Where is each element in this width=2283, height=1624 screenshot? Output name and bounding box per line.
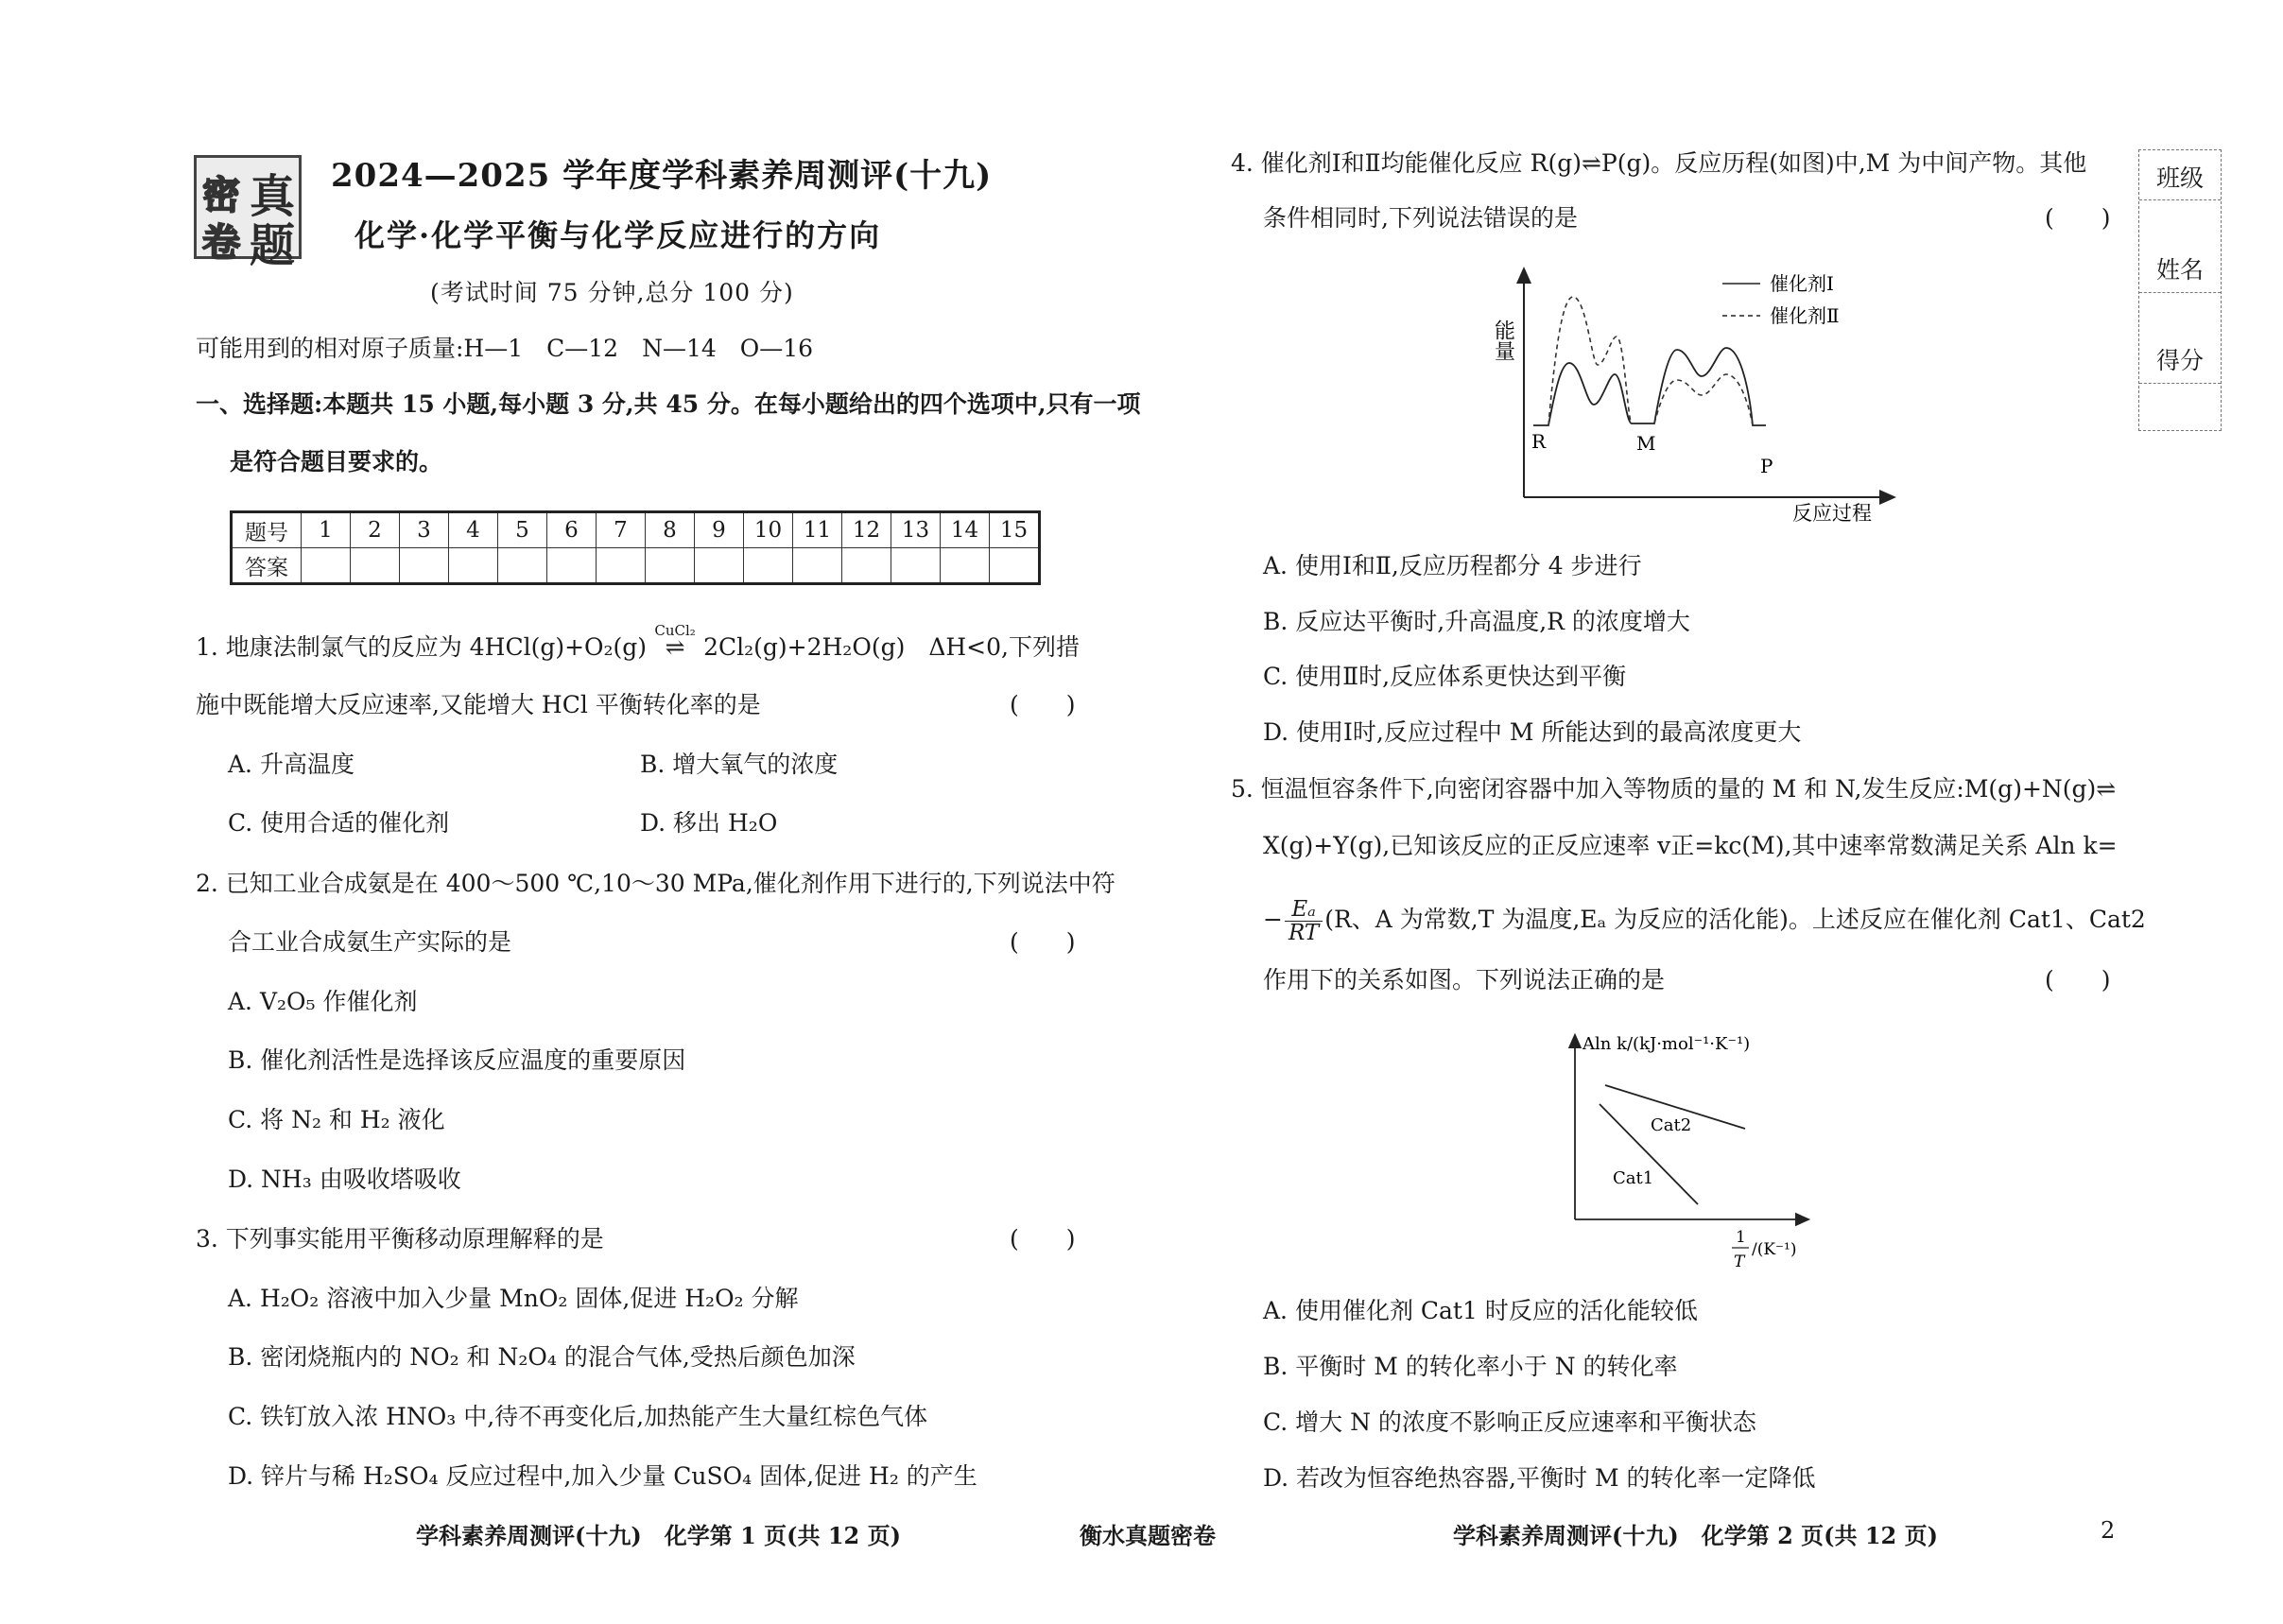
- q4-option-b: B. 反应达平衡时,升高温度,R 的浓度增大: [1263, 608, 1690, 635]
- answer-bracket: ( ): [1010, 928, 1076, 956]
- q5-option-b: B. 平衡时 M 的转化率小于 N 的转化率: [1263, 1353, 1678, 1380]
- energy-profile-chart: [1475, 263, 1900, 527]
- y-axis-label: Aln k/(kJ·mol⁻¹·K⁻¹): [1583, 1034, 1751, 1054]
- answer-cell[interactable]: [646, 548, 695, 584]
- q5-option-a: A. 使用催化剂 Cat1 时反应的活化能较低: [1263, 1297, 1698, 1324]
- answer-cell[interactable]: [351, 548, 400, 584]
- answer-cell[interactable]: [744, 548, 793, 584]
- q5-stem-line4: 作用下的关系如图。下列说法正确的是: [1263, 966, 1666, 993]
- answer-cell[interactable]: [891, 548, 941, 584]
- point-label-p: P: [1760, 455, 1773, 477]
- q1-stem-part: 1. 地康法制氯气的反应为 4HCl(g)+O₂(g): [196, 633, 648, 661]
- x-axis-unit: /(K⁻¹): [1752, 1240, 1797, 1259]
- q4-option-a: A. 使用Ⅰ和Ⅱ,反应历程都分 4 步进行: [1263, 552, 1642, 579]
- q2-option-d: D. NH₃ 由吸收塔吸收: [228, 1166, 461, 1193]
- logo-char: 卷: [202, 220, 240, 265]
- rate-constant-chart: [1560, 1028, 1843, 1284]
- x-axis-numerator: 1: [1736, 1228, 1746, 1247]
- page-title: 2024—2025 学年度学科素养周测评(十九): [331, 157, 993, 195]
- logo-char: 密: [202, 173, 240, 217]
- legend-catalyst-2: 催化剂Ⅱ: [1770, 304, 1840, 327]
- answer-cell[interactable]: [941, 548, 990, 584]
- question-number: 1: [302, 512, 351, 548]
- divider: [2139, 199, 2221, 200]
- q1-option-c: C. 使用合适的催化剂: [228, 809, 450, 837]
- answer-cell[interactable]: [695, 548, 744, 584]
- exam-info: (考试时间 75 分钟,总分 100 分): [430, 279, 794, 306]
- divider: [2139, 292, 2221, 293]
- q3-option-d: D. 锌片与稀 H₂SO₄ 反应过程中,加入少量 CuSO₄ 固体,促进 H₂ 的产生: [228, 1462, 977, 1490]
- y-axis-label: 能量: [1491, 320, 1515, 361]
- q1-option-d: D. 移出 H₂O: [640, 809, 778, 837]
- fraction: [1285, 898, 1323, 944]
- q4-option-d: D. 使用Ⅰ时,反应过程中 M 所能达到的最高浓度更大: [1263, 718, 1802, 746]
- q2-option-a: A. V₂O₅ 作催化剂: [228, 988, 418, 1015]
- logo: [194, 155, 302, 272]
- q5-stem-line3: [1263, 898, 2146, 944]
- q4-stem-line2: 条件相同时,下列说法错误的是: [1263, 204, 1578, 232]
- q5-stem-line2: X(g)+Y(g),已知该反应的正反应速率 v正=kc(M),其中速率常数满足关系 Aln k=: [1263, 832, 2118, 859]
- answer-cell[interactable]: [498, 548, 547, 584]
- footer-right: 学科素养周测评(十九) 化学第 2 页(共 12 页): [1453, 1522, 1938, 1549]
- answer-cell[interactable]: [793, 548, 842, 584]
- table-header: 题号: [232, 512, 302, 548]
- question-number: 15: [990, 512, 1040, 548]
- logo-char: 题: [250, 219, 296, 272]
- q5-option-c: C. 增大 N 的浓度不影响正反应速率和平衡状态: [1263, 1408, 1756, 1436]
- q1-stem-line2: 施中既能增大反应速率,又能增大 HCl 平衡转化率的是: [196, 691, 761, 718]
- q2-stem-line2: 合工业合成氨生产实际的是: [228, 928, 512, 956]
- q5-option-d: D. 若改为恒容绝热容器,平衡时 M 的转化率一定降低: [1263, 1464, 1816, 1492]
- question-number: 7: [597, 512, 646, 548]
- page-number: 2: [2101, 1517, 2116, 1544]
- question-number: 9: [695, 512, 744, 548]
- answer-cell[interactable]: [547, 548, 597, 584]
- reaction-arrow: CuCl₂ ⇌: [647, 633, 703, 662]
- q2-option-c: C. 将 N₂ 和 H₂ 液化: [228, 1106, 445, 1133]
- answer-bracket: ( ): [2045, 204, 2111, 232]
- footer-left: 学科素养周测评(十九) 化学第 1 页(共 12 页): [416, 1522, 901, 1549]
- catalyst-1-curve: [1533, 348, 1766, 425]
- class-label: 班级: [2155, 164, 2204, 192]
- point-label-r: R: [1531, 430, 1547, 453]
- answer-table: [230, 510, 1041, 585]
- q5-stem: 5. 恒温恒容条件下,向密闭容器中加入等物质的量的 M 和 N,发生反应:M(g)+N(g)⇌: [1231, 775, 2117, 803]
- x-axis-denominator: T: [1734, 1253, 1745, 1271]
- fraction-denominator: RT: [1288, 921, 1320, 945]
- answer-bracket: ( ): [1010, 691, 1076, 718]
- question-number: 4: [449, 512, 498, 548]
- answer-cell[interactable]: [400, 548, 449, 584]
- q1-stem: [196, 622, 1080, 662]
- answer-bracket: ( ): [1010, 1225, 1076, 1253]
- answer-cell[interactable]: [449, 548, 498, 584]
- minus-sign: −: [1263, 906, 1283, 933]
- q1-option-b: B. 增大氧气的浓度: [640, 751, 839, 778]
- question-number: 12: [842, 512, 891, 548]
- atomic-masses: 可能用到的相对原子质量:H—1 C—12 N—14 O—16: [196, 335, 814, 362]
- q3-option-c: C. 铁钉放入浓 HNO₃ 中,待不再变化后,加热能产生大量红棕色气体: [228, 1403, 928, 1430]
- q1-option-a: A. 升高温度: [228, 751, 355, 778]
- q2-stem: 2. 已知工业合成氨是在 400～500 ℃,10～30 MPa,催化剂作用下进行的,下列说法中符: [196, 870, 1116, 897]
- q4-stem: 4. 催化剂Ⅰ和Ⅱ均能催化反应 R(g)⇌P(g)。反应历程(如图)中,M 为中间产物。其他: [1231, 149, 2087, 177]
- divider: [2139, 383, 2221, 384]
- question-number: 11: [793, 512, 842, 548]
- fraction-numerator: Eₐ: [1285, 898, 1323, 922]
- question-number: 10: [744, 512, 793, 548]
- cat1-label: Cat1: [1613, 1168, 1654, 1188]
- question-number: 13: [891, 512, 941, 548]
- q2-option-b: B. 催化剂活性是选择该反应温度的重要原因: [228, 1046, 686, 1074]
- q5-stem-part: (R、A 为常数,T 为温度,Eₐ 为反应的活化能)。上述反应在催化剂 Cat1、Cat2: [1324, 906, 2146, 933]
- cat2-label: Cat2: [1651, 1115, 1692, 1135]
- section-heading-cont: 是符合题目要求的。: [230, 448, 443, 475]
- footer-center: 衡水真题密卷: [1080, 1522, 1216, 1549]
- q3-option-b: B. 密闭烧瓶内的 NO₂ 和 N₂O₄ 的混合气体,受热后颜色加深: [228, 1343, 856, 1371]
- answer-bracket: ( ): [2045, 966, 2111, 993]
- answer-cell[interactable]: [597, 548, 646, 584]
- name-label: 姓名: [2155, 256, 2204, 284]
- page-subtitle: 化学·化学平衡与化学反应进行的方向: [355, 217, 882, 253]
- score-label: 得分: [2155, 347, 2204, 374]
- q3-option-a: A. H₂O₂ 溶液中加入少量 MnO₂ 固体,促进 H₂O₂ 分解: [228, 1285, 799, 1312]
- question-number: 8: [646, 512, 695, 548]
- table-header: 答案: [232, 548, 302, 584]
- logo-char: 真: [250, 170, 296, 223]
- q3-stem: 3. 下列事实能用平衡移动原理解释的是: [196, 1225, 604, 1253]
- q1-stem-part: 2Cl₂(g)+2H₂O(g) ΔH<0,下列措: [703, 633, 1080, 661]
- answer-cell[interactable]: [990, 548, 1040, 584]
- question-number: 5: [498, 512, 547, 548]
- answer-cell[interactable]: [842, 548, 891, 584]
- question-number: 6: [547, 512, 597, 548]
- question-number: 3: [400, 512, 449, 548]
- student-info-box: [2138, 149, 2222, 431]
- q4-option-c: C. 使用Ⅱ时,反应体系更快达到平衡: [1263, 663, 1627, 690]
- x-axis-label: 反应过程: [1792, 502, 1872, 525]
- section-heading: 一、选择题:本题共 15 小题,每小题 3 分,共 45 分。在每小题给出的四个选项中,只有一项: [196, 390, 1141, 418]
- legend-catalyst-1: 催化剂Ⅰ: [1770, 272, 1834, 295]
- question-number: 2: [351, 512, 400, 548]
- catalyst-2-curve: [1548, 297, 1753, 425]
- point-label-m: M: [1636, 432, 1656, 455]
- answer-cell[interactable]: [302, 548, 351, 584]
- catalyst-label: CuCl₂: [654, 622, 696, 639]
- question-number: 14: [941, 512, 990, 548]
